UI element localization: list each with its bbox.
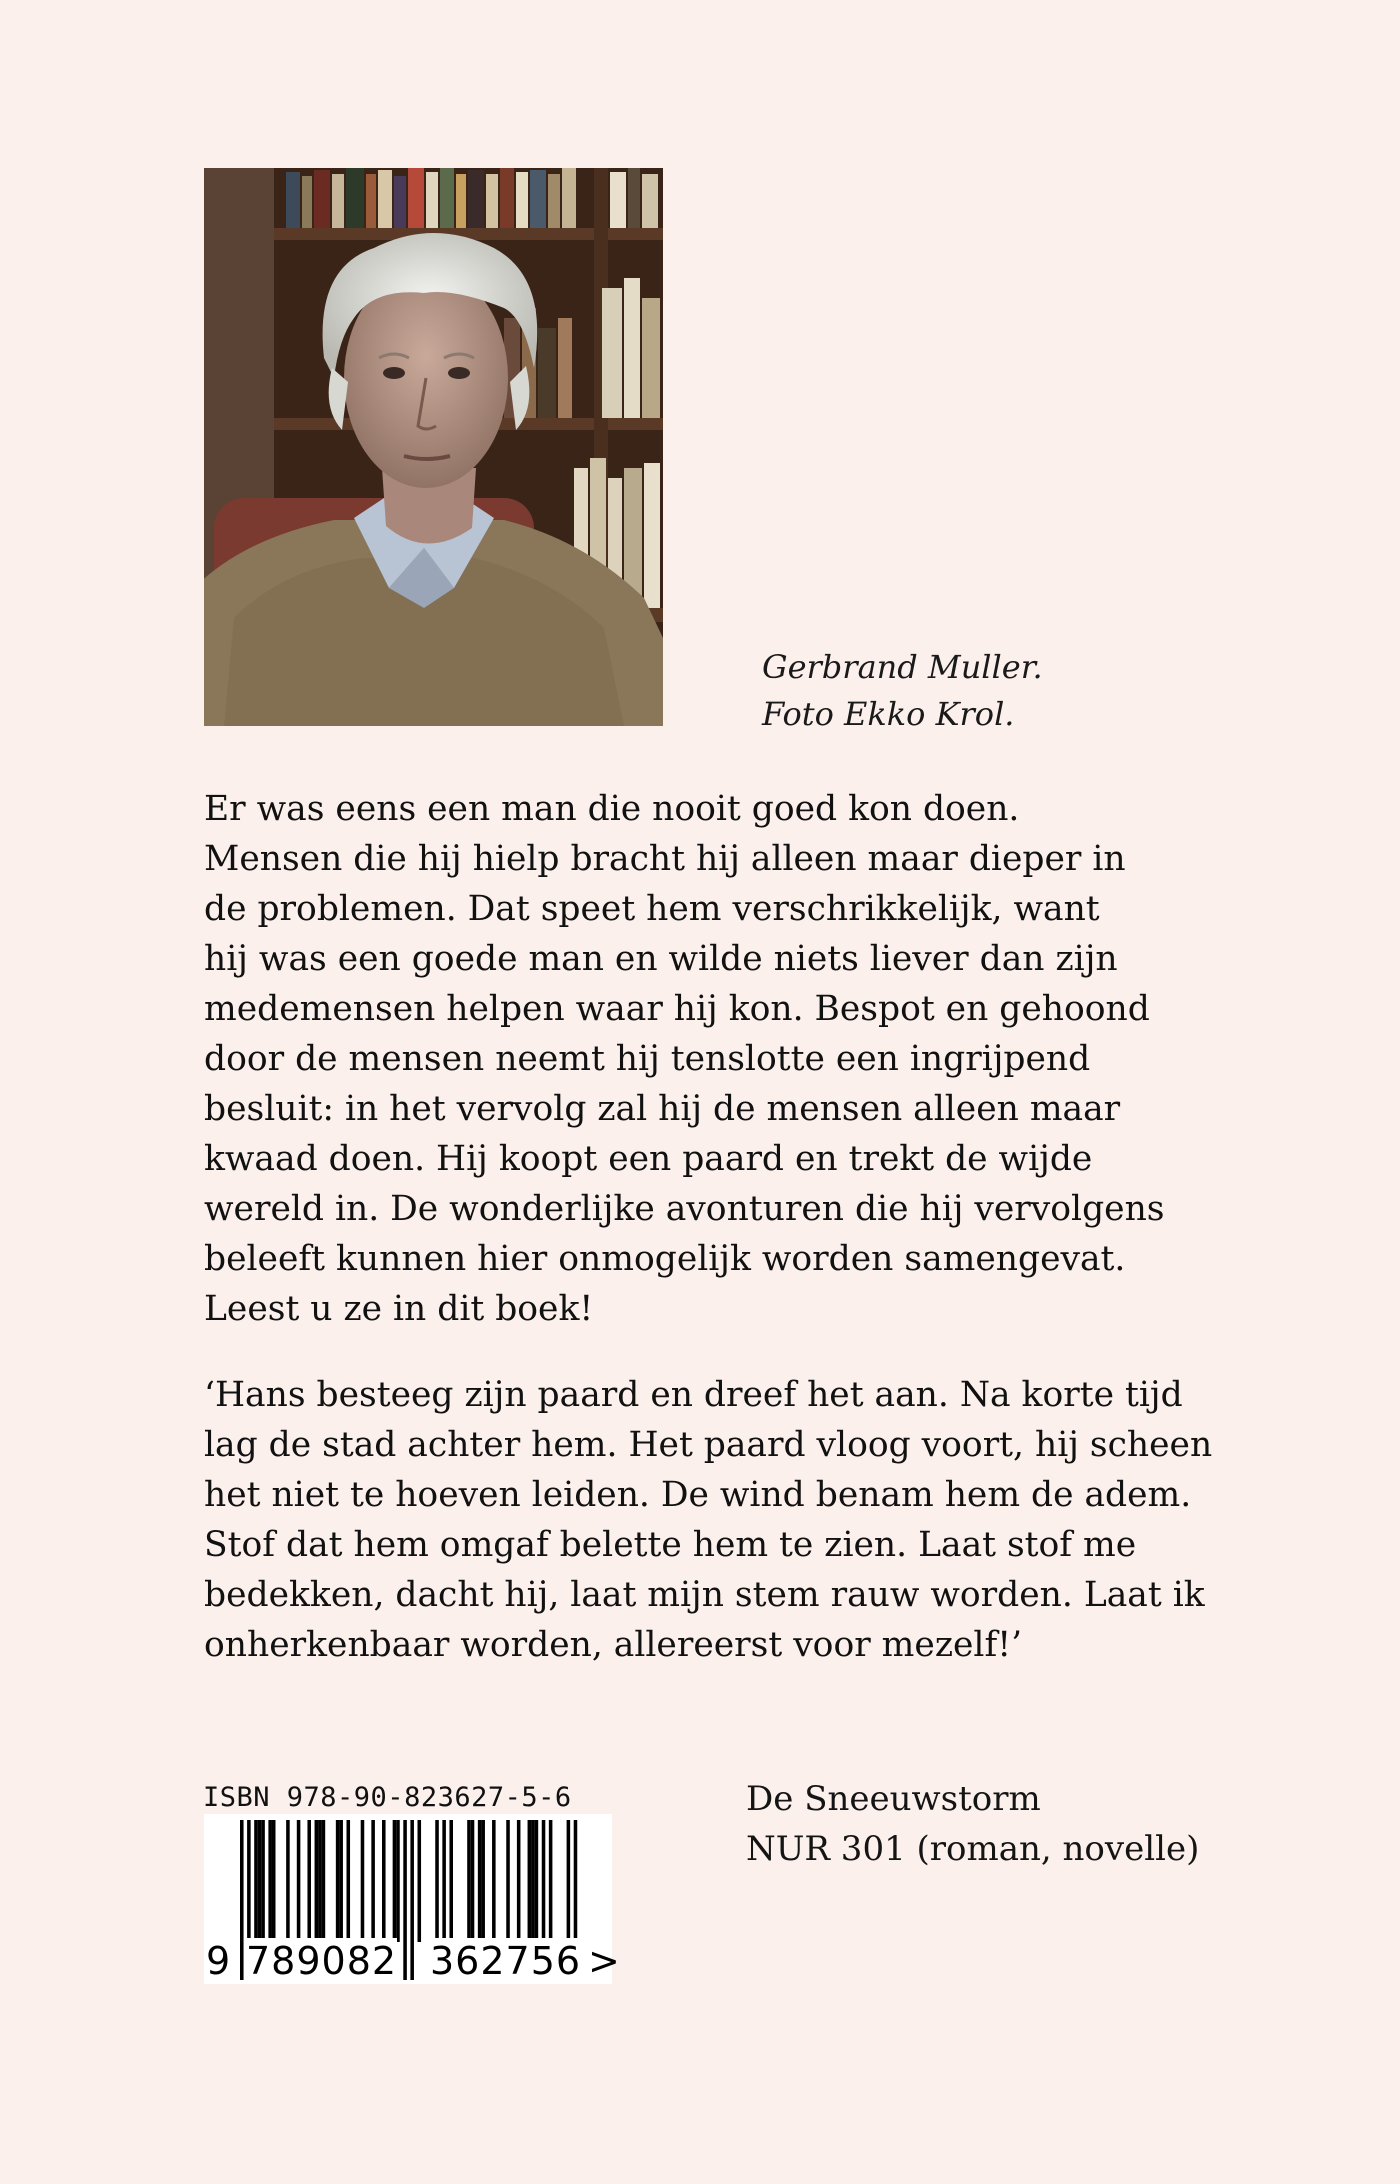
barcode-arrow: > [588,1939,620,1983]
blurb-line: besluit: in het vervolg zal hij de mensen alleen maar [204,1089,1121,1129]
barcode-bar [297,1820,301,1942]
barcode-bar [371,1820,375,1942]
quote-line: het niet te hoeven leiden. De wind benam hem de adem. [204,1475,1192,1515]
barcode-bar [449,1820,453,1942]
barcode-bar [307,1820,311,1942]
barcode-bar [339,1820,343,1942]
blurb-line: beleeft kunnen hier onmogelijk worden samengevat. [204,1239,1126,1279]
quote-line: onherkenbaar worden, allereerst voor mezelf!’ [204,1625,1023,1665]
barcode-bar [492,1820,496,1942]
barcode-bar [315,1820,319,1942]
quote-line: ‘Hans besteeg zijn paard en dreef het aan. Na korte tijd [204,1375,1183,1415]
blurb-line: de problemen. Dat speet hem verschrikkelijk, want [204,889,1100,929]
caption-author: Gerbrand Muller. [762,648,1043,686]
blurb-paragraph-1 [204,784,1264,1334]
barcode-digit-lead: 9 [206,1939,231,1983]
blurb-line: door de mensen neemt hij tenslotte een ingrijpend [204,1039,1091,1079]
nur-code: NUR 301 (roman, novelle) [746,1829,1200,1869]
barcode-digits-right: 362756 [430,1939,582,1983]
barcode-bar [506,1820,510,1942]
barcode-bar [542,1820,546,1942]
barcode-bar [382,1820,386,1942]
publisher-info [746,1774,1199,1874]
barcode-bar [268,1820,272,1942]
barcode-bar [318,1820,322,1942]
barcode-bar [258,1820,262,1942]
blurb-paragraph-2-quote [204,1370,1264,1670]
barcode-digits-left: 789082 [246,1939,398,1983]
blurb-line: Er was eens een man die nooit goed kon doen. [204,789,1020,829]
caption-credit: Foto Ekko Krol. [762,695,1015,733]
author-photo [204,168,663,726]
blurb-line: wereld in. De wonderlijke avonturen die hij vervolgens [204,1189,1165,1229]
blurb-line: Leest u ze in dit boek! [204,1289,594,1329]
back-cover-blurb [204,784,1264,1670]
blurb-line: Mensen die hij hielp bracht hij alleen maar dieper in [204,839,1126,879]
barcode-bar [336,1820,340,1942]
quote-line: lag de stad achter hem. Het paard vloog voort, hij scheen [204,1425,1213,1465]
barcode-bar [535,1820,539,1942]
barcode-bar [435,1820,439,1942]
barcode-digits [204,1938,624,1984]
isbn-label: ISBN 978-90-823627-5-6 [203,1782,572,1813]
barcode-bar [322,1820,326,1942]
blurb-line: hij was een goede man en wilde niets liever dan zijn [204,939,1118,979]
barcode-bar [396,1820,400,1942]
barcode-bar [286,1820,290,1942]
barcode-bar [471,1820,475,1942]
blurb-line: medemensen helpen waar hij kon. Bespot en gehoond [204,989,1150,1029]
barcode-bar [467,1820,471,1942]
barcode-bar [418,1820,422,1942]
barcode-bar [254,1820,258,1942]
barcode-bar [442,1820,446,1942]
barcode-bar [261,1820,265,1942]
publisher-name: De Sneeuwstorm [746,1779,1041,1819]
barcode-bar [393,1820,397,1942]
barcode-bar [347,1820,351,1942]
quote-line: Stof dat hem omgaf belette hem te zien. Laat stof me [204,1525,1137,1565]
barcode-bar [517,1820,521,1942]
barcode-bar [361,1820,365,1942]
barcode-bar [531,1820,535,1942]
barcode-bar [272,1820,276,1942]
quote-line: bedekken, dacht hij, laat mijn stem rauw worden. Laat ik [204,1575,1205,1615]
barcode-bar [549,1820,553,1942]
photo-caption [762,644,1162,738]
author-photo-image [204,168,663,726]
barcode-bar [481,1820,485,1942]
barcode-bar [528,1820,532,1942]
barcode-bar [478,1820,482,1942]
blurb-line: kwaad doen. Hij koopt een paard en trekt de wijde [204,1139,1093,1179]
